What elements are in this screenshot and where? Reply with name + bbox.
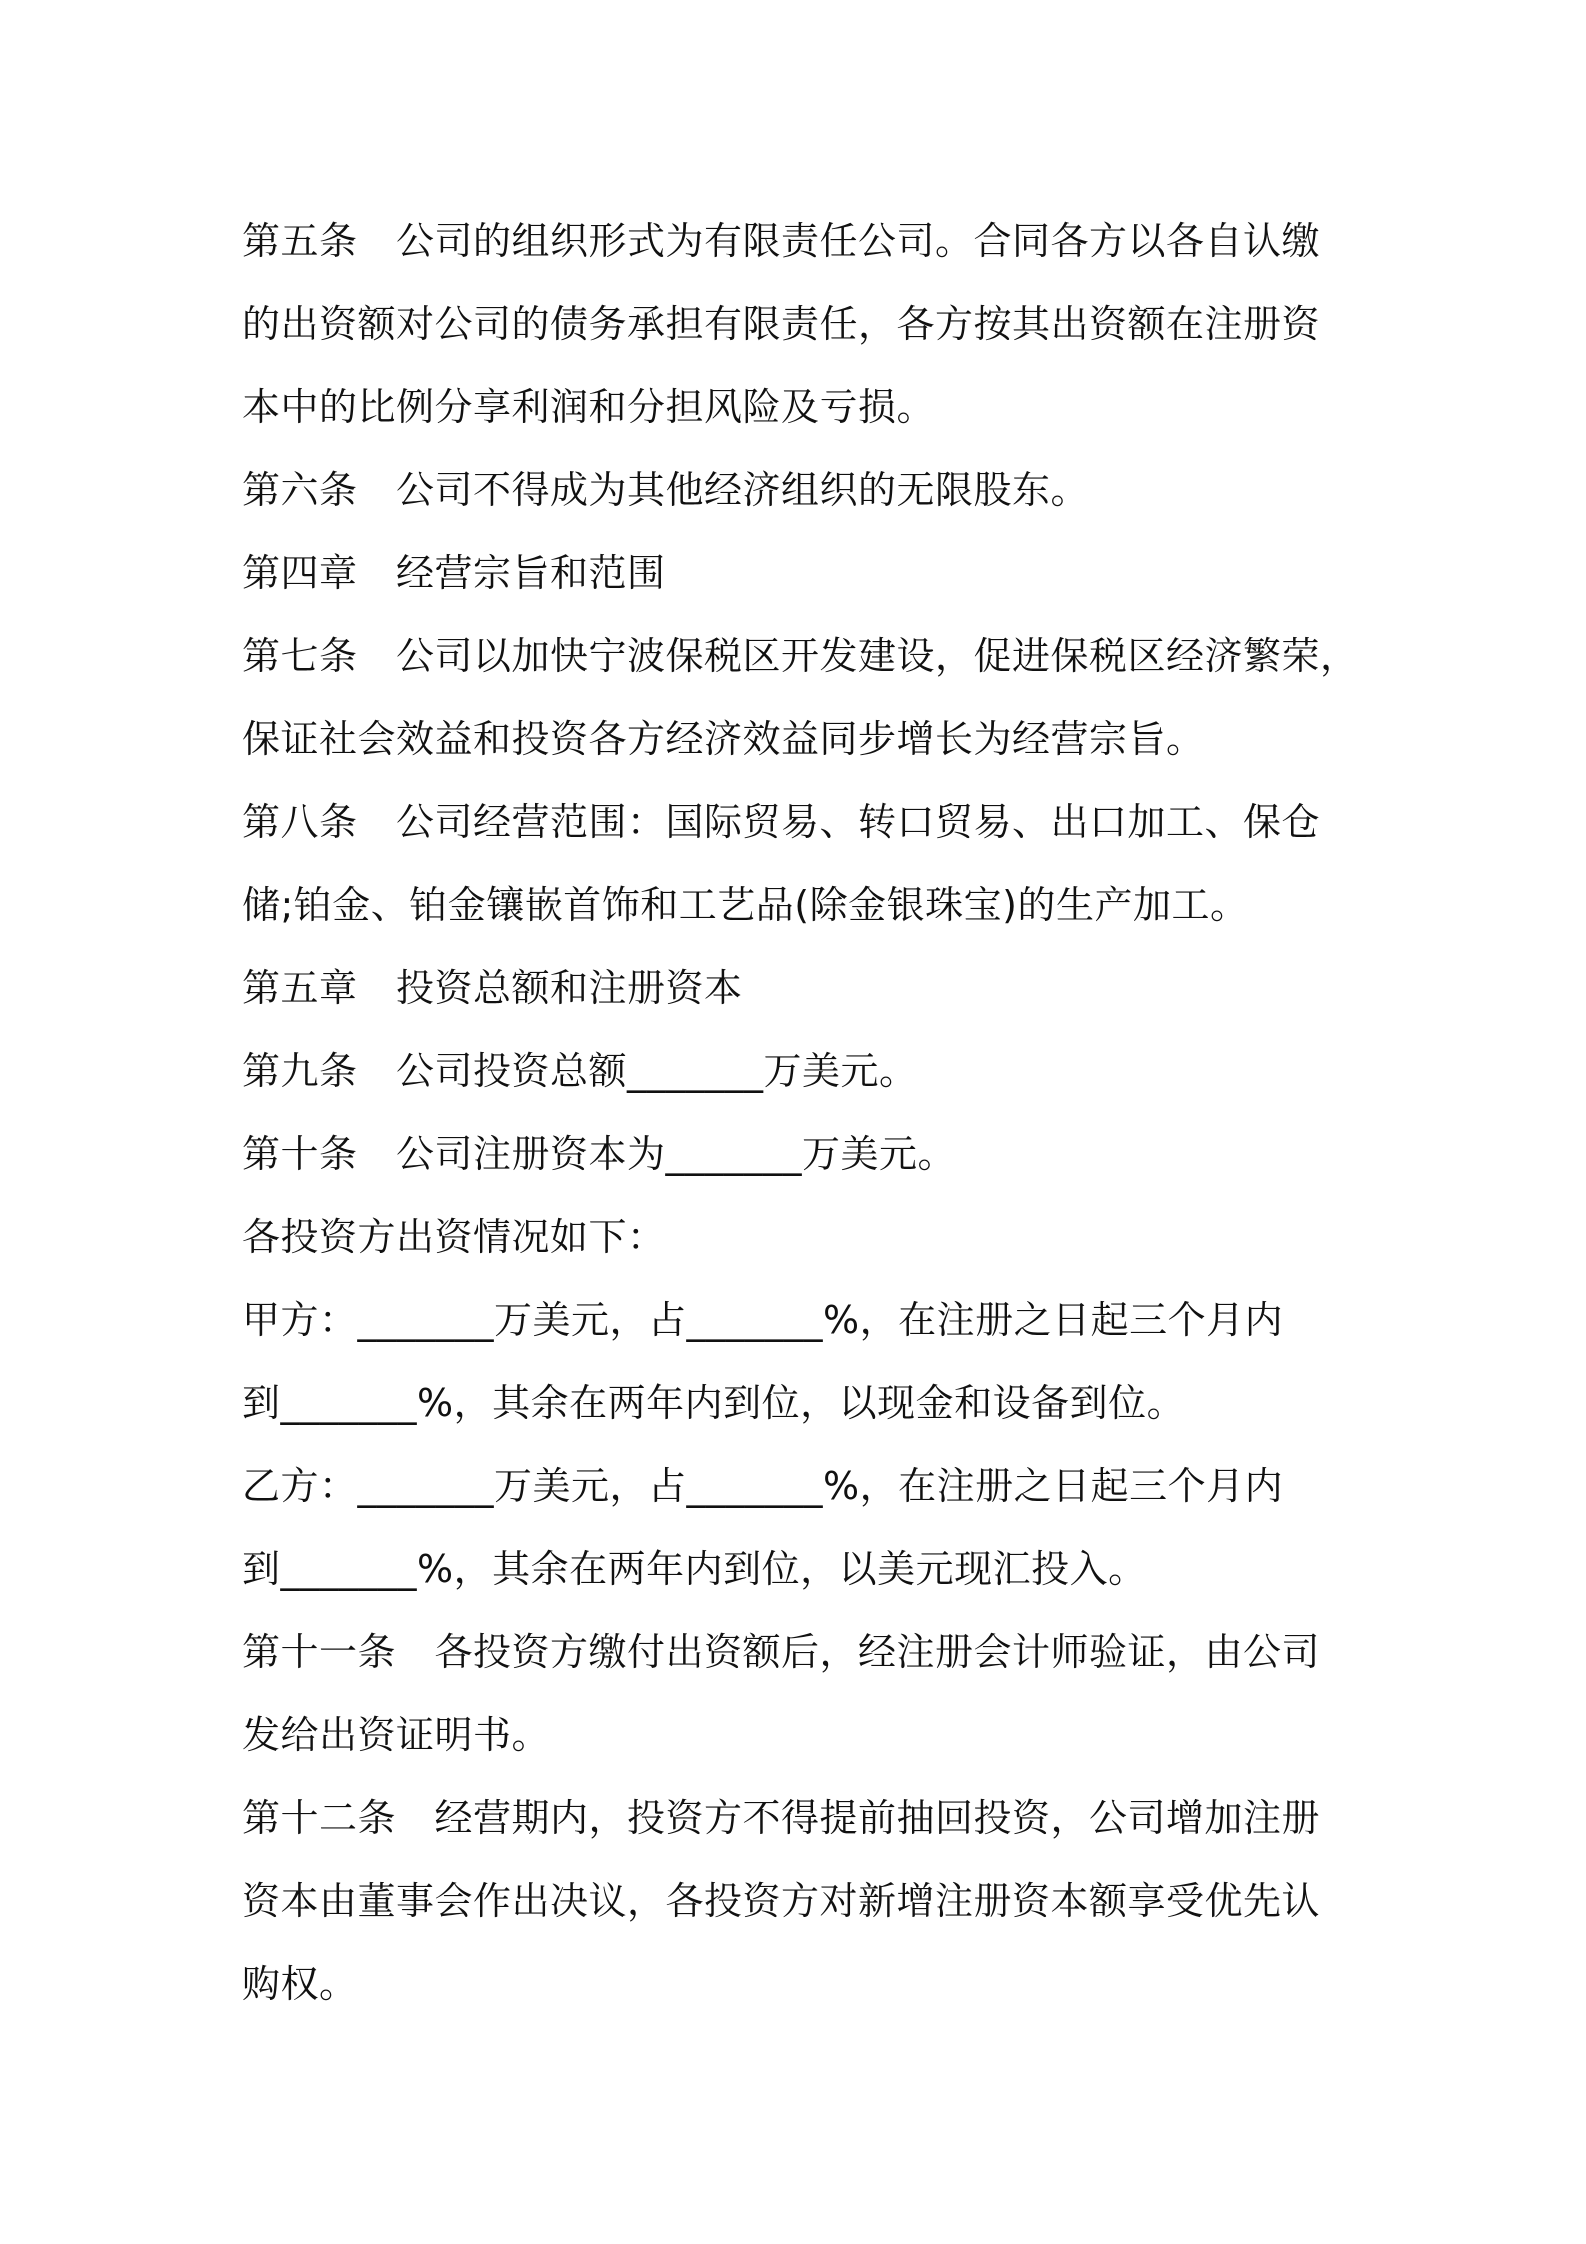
text-line: 购权。	[242, 1962, 358, 2006]
text-line: 第五条 公司的组织形式为有限责任公司。合同各方以各自认缴	[242, 219, 1321, 263]
text-line: 第十二条 经营期内，投资方不得提前抽回投资，公司增加注册	[242, 1796, 1321, 1840]
text-line: 第九条 公司投资总额_______万美元。	[242, 1049, 918, 1093]
text-line: 发给出资证明书。	[242, 1713, 551, 1757]
text-line: 第十一条 各投资方缴付出资额后，经注册会计师验证，由公司	[242, 1630, 1321, 1674]
document-body	[242, 200, 1362, 2026]
text-line: 到_______%，其余在两年内到位，以现金和设备到位。	[242, 1381, 1186, 1425]
text-line: 各投资方出资情况如下：	[242, 1215, 666, 1259]
text-line: 第六条 公司不得成为其他经济组织的无限股东。	[242, 468, 1090, 512]
text-line: 第十条 公司注册资本为_______万美元。	[242, 1132, 957, 1176]
text-line: 第八条 公司经营范围：国际贸易、转口贸易、出口加工、保仓	[242, 800, 1321, 844]
text-line: 到_______%，其余在两年内到位，以美元现汇投入。	[242, 1547, 1147, 1591]
chapter-heading: 第五章 投资总额和注册资本	[242, 966, 743, 1010]
chapter-heading: 第四章 经营宗旨和范围	[242, 551, 666, 595]
text-line: 第七条 公司以加快宁波保税区开发建设，促进保税区经济繁荣，	[242, 634, 1359, 678]
text-line: 的出资额对公司的债务承担有限责任，各方按其出资额在注册资	[242, 302, 1321, 346]
text-line: 储;铂金、铂金镶嵌首饰和工艺品(除金银珠宝)的生产加工。	[242, 883, 1249, 927]
text-line: 保证社会效益和投资各方经济效益同步增长为经营宗旨。	[242, 717, 1205, 761]
text-line: 甲方：_______万美元，占_______%，在注册之日起三个月内	[242, 1298, 1284, 1342]
text-line: 本中的比例分享利润和分担风险及亏损。	[242, 385, 936, 429]
text-line: 资本由董事会作出决议，各投资方对新增注册资本额享受优先认	[242, 1879, 1321, 1923]
text-line: 乙方：_______万美元，占_______%，在注册之日起三个月内	[242, 1464, 1284, 1508]
